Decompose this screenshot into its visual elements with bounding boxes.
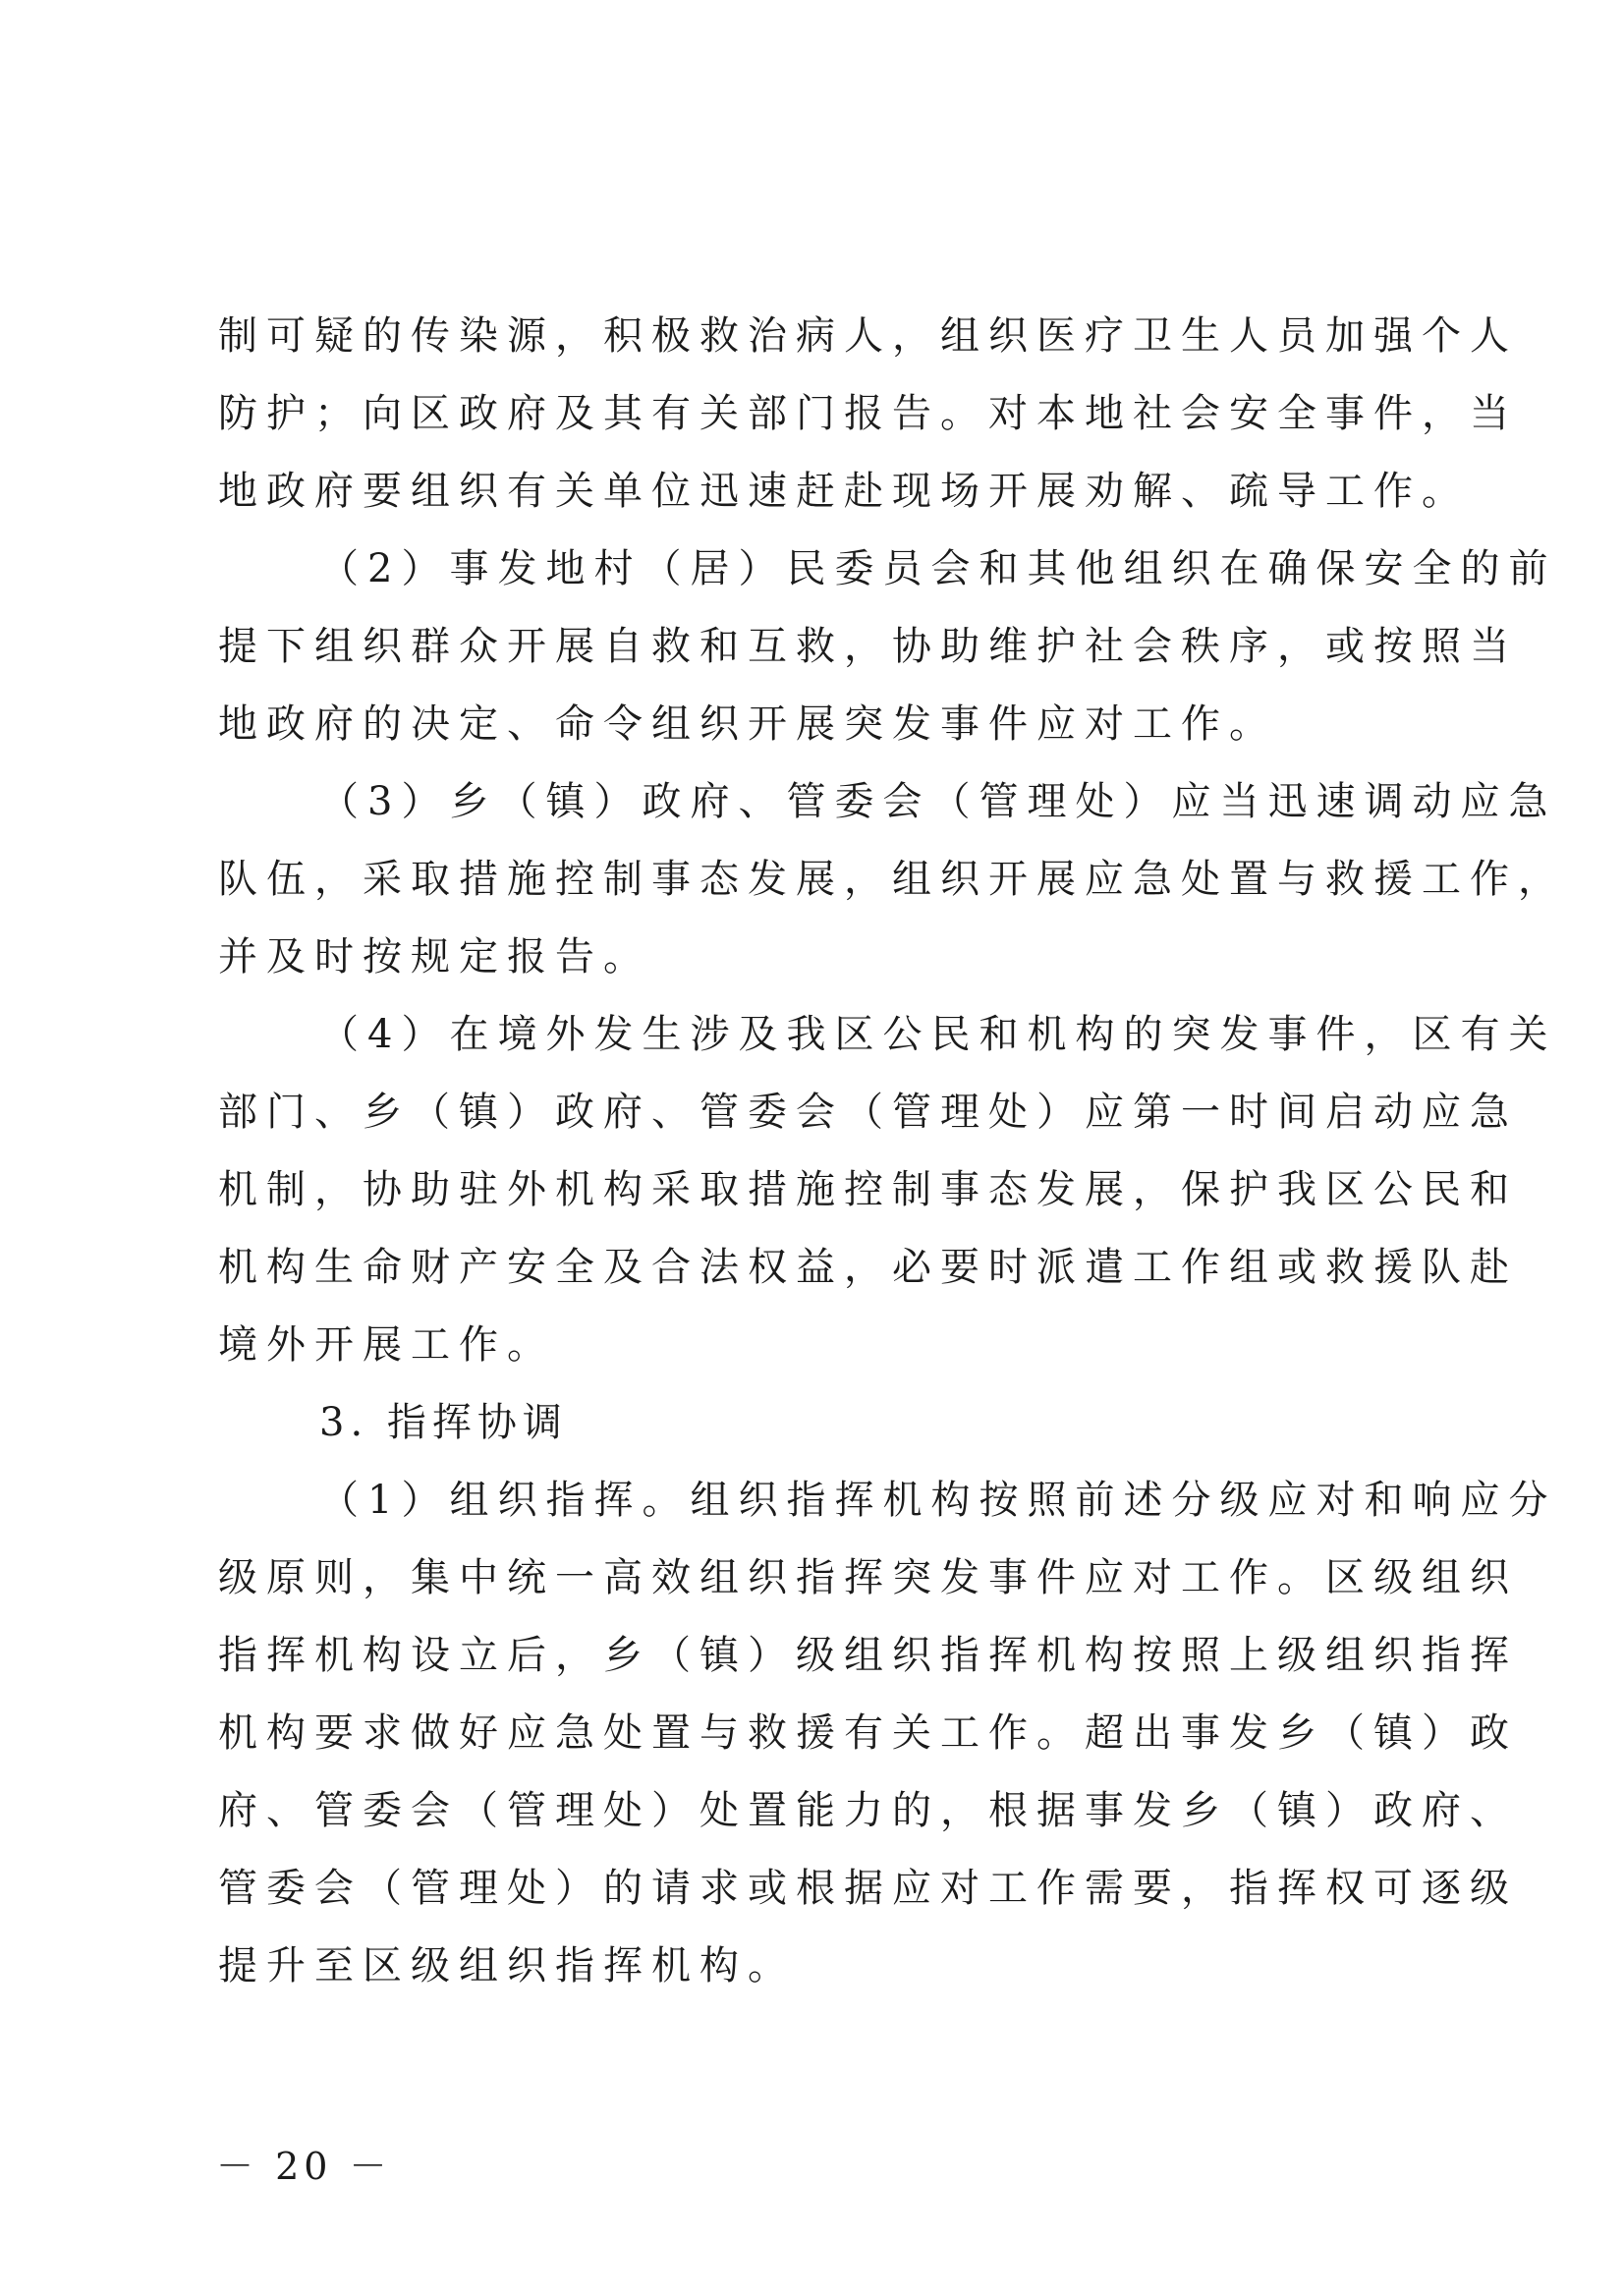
text-line: 地政府的决定、命令组织开展突发事件应对工作。 (218, 701, 1277, 747)
text-line: 管委会（管理处）的请求或根据应对工作需要，指挥权可逐级 (218, 1866, 1518, 1911)
text-line: （3）乡（镇）政府、管委会（管理处）应当迅速调动应急 (319, 779, 1557, 824)
text-line: 境外开展工作。 (218, 1322, 555, 1368)
text-line: （2）事发地村（居）民委员会和其他组织在确保安全的前 (319, 546, 1557, 591)
text-line: 提下组织群众开展自救和互救，协助维护社会秩序，或按照当 (218, 624, 1518, 669)
text-line: （4）在境外发生涉及我区公民和机构的突发事件，区有关 (319, 1012, 1557, 1057)
text-line: 机构生命财产安全及合法权益，必要时派遣工作组或救援队赴 (218, 1245, 1518, 1290)
section-heading (218, 1384, 1419, 1462)
document-body (218, 298, 1566, 2005)
text-line: 府、管委会（管理处）处置能力的，根据事发乡（镇）政府、 (218, 1788, 1518, 1833)
text-line: 机构要求做好应急处置与救援有关工作。超出事发乡（镇）政 (218, 1710, 1518, 1756)
text-line: 3. 指挥协调 (319, 1400, 568, 1445)
text-line: 防护；向区政府及其有关部门报告。对本地社会安全事件，当 (218, 391, 1518, 436)
page-number: － 20 － (216, 2145, 392, 2188)
text-line: 地政府要组织有关单位迅速赶赴现场开展劝解、疏导工作。 (218, 469, 1470, 514)
paragraph (218, 763, 1566, 996)
text-line: 队伍，采取措施控制事态发展，组织开展应急处置与救援工作， (218, 857, 1566, 902)
paragraph (218, 298, 1518, 531)
text-line: 级原则，集中统一高效组织指挥突发事件应对工作。区级组织 (218, 1555, 1518, 1600)
text-line: 机制，协助驻外机构采取措施控制事态发展，保护我区公民和 (218, 1167, 1518, 1212)
paragraph (218, 996, 1557, 1384)
text-line: 并及时按规定报告。 (218, 934, 651, 980)
text-line: 指挥机构设立后，乡（镇）级组织指挥机构按照上级组织指挥 (218, 1633, 1518, 1678)
text-line: 提升至区级组织指挥机构。 (218, 1943, 796, 1988)
text-line: （1）组织指挥。组织指挥机构按照前述分级应对和响应分 (319, 1478, 1557, 1523)
text-line: 部门、乡（镇）政府、管委会（管理处）应第一时间启动应急 (218, 1090, 1518, 1135)
paragraph (218, 1462, 1557, 2005)
text-line: 制可疑的传染源，积极救治病人，组织医疗卫生人员加强个人 (218, 313, 1518, 359)
paragraph (218, 531, 1557, 763)
